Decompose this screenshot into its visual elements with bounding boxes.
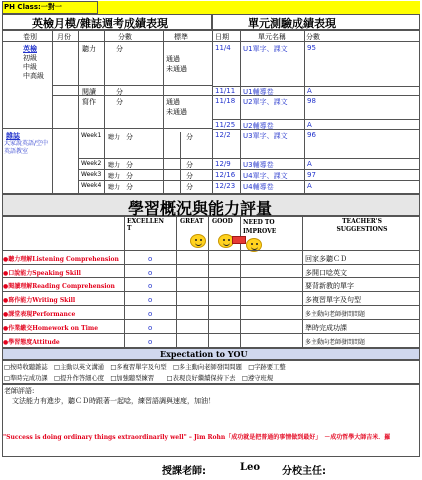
unit-date: 11/11 <box>215 87 236 95</box>
magazine-score: 分 <box>126 133 133 141</box>
unit-name: U2輔導卷 <box>243 122 274 130</box>
unit-name: U4單字、課文 <box>243 172 288 180</box>
exam-skill: 聽力 <box>82 45 96 53</box>
exam-skill: 寫作 <box>82 98 96 106</box>
col-standard: 標準 <box>174 33 188 41</box>
unit-score: 95 <box>307 44 316 52</box>
magazine-score2: 分 <box>186 133 193 141</box>
ability-row-label: ●口說能力Speaking Skill <box>3 270 81 277</box>
book-icon <box>232 236 246 244</box>
exam-level: 中級 <box>23 63 37 71</box>
ability-suggestion: 多主動向老師發問問題 <box>305 311 366 318</box>
magazine-skill: 聽力 <box>108 134 121 141</box>
exam-standard: 通過 未通過 <box>166 55 187 73</box>
col-unit-name: 單元名稱 <box>258 33 286 41</box>
exam-standard: 通過 未通過 <box>166 98 187 116</box>
magazine-score2: 分 <box>186 161 193 169</box>
col-excellent: EXCELLEN T <box>127 218 164 232</box>
magazine-score: 分 <box>126 161 133 169</box>
col-paper-type: 卷別 <box>23 33 37 41</box>
magazine-week: Week1 <box>81 132 102 139</box>
unit-date: 12/2 <box>215 131 231 139</box>
teacher-label: 授課老師: <box>162 466 206 477</box>
magazine-skill: 聽力 <box>108 184 121 191</box>
magazine-week: Week2 <box>81 160 102 167</box>
unit-date: 12/23 <box>215 182 236 190</box>
col-good: GOOD <box>212 218 233 225</box>
unit-score: A <box>307 182 312 190</box>
unit-name: U2單字、課文 <box>243 98 288 106</box>
right-section-title: 單元測驗成績表現 <box>248 17 336 30</box>
unit-date: 12/9 <box>215 160 231 168</box>
unit-score: A <box>307 87 312 95</box>
unit-date: 11/4 <box>215 44 231 52</box>
unit-score: 96 <box>307 131 316 139</box>
ability-row-label: ●寫作能力Writing Skill <box>3 297 76 304</box>
exam-score: 分 <box>116 45 123 53</box>
exam-level: 初級 <box>23 54 37 62</box>
ability-row-label: ●課堂表現Performance <box>3 311 76 318</box>
principal-label: 分校主任: <box>282 466 326 477</box>
magazine-skill: 聽力 <box>108 173 121 180</box>
expectation-title: Expectation to YOU <box>160 349 248 359</box>
ability-title: 學習概況與能力評量 <box>128 199 273 218</box>
magazine-score: 分 <box>126 172 133 180</box>
ability-suggestion: 多主動向老師發問問題 <box>305 339 366 346</box>
ability-suggestion: 回家多聽ＣＤ <box>305 255 347 263</box>
ability-mark: o <box>148 338 153 346</box>
unit-date: 11/18 <box>215 97 236 105</box>
class-label: PH Class:一對一 <box>4 3 62 11</box>
ability-row-label: ●作業繳交Homework on Time <box>3 325 99 332</box>
unit-name: U4輔導卷 <box>243 183 274 191</box>
unit-name: U3輔導卷 <box>243 161 274 169</box>
ability-mark: o <box>148 269 153 277</box>
exam-skill: 閱讀 <box>82 88 96 96</box>
ability-mark: o <box>148 296 153 304</box>
unit-score: 97 <box>307 171 316 179</box>
magazine-sub-label: 大家說英語/空中英語教室 <box>4 140 49 155</box>
unit-score: 98 <box>307 97 316 105</box>
magazine-skill: 聽力 <box>108 162 121 169</box>
ability-suggestion: 要背新教的單字 <box>305 282 354 290</box>
quote-text: "Success is doing ordinary things extraordinarily well" – Jim Rohn「成功就是把普通的事情做到最好」 －成功哲學大師吉米．羅 <box>3 434 391 441</box>
comment-label: 老師評語: <box>4 387 35 395</box>
col-need-to-improve: NEED TO IMPROVE <box>243 219 277 235</box>
col-unit-score: 分數 <box>306 33 320 41</box>
magazine-score: 分 <box>126 183 133 191</box>
teacher-name: Leo <box>240 462 261 473</box>
header-yellow-bar <box>98 1 420 14</box>
unit-score: A <box>307 160 312 168</box>
unit-score: A <box>307 121 312 129</box>
exam-level: 中高級 <box>23 72 44 80</box>
ability-row-label: ●聽力理解Listening Comprehension <box>3 256 119 263</box>
ability-mark: o <box>148 310 153 318</box>
unit-date: 11/25 <box>215 121 236 129</box>
magazine-week: Week4 <box>81 182 102 189</box>
col-score: 分數 <box>118 33 132 41</box>
magazine-section-label: 雜誌 <box>6 132 20 140</box>
col-teacher-suggestions: TEACHER'S SUGGESTIONS <box>336 218 388 233</box>
ability-row-label: ●學習態度Attitude <box>3 339 60 346</box>
ability-suggestion: 多開口唸英文 <box>305 269 347 277</box>
col-date: 日期 <box>215 33 229 41</box>
left-section-title: 英檢月模/雜誌週考成績表現 <box>32 17 169 30</box>
magazine-score2: 分 <box>186 172 193 180</box>
col-great: GREAT <box>180 218 204 225</box>
ability-suggestion: 多複習單字及句型 <box>305 296 361 304</box>
ability-row-label: ●閱讀理解Reading Comprehension <box>3 283 115 290</box>
magazine-score2: 分 <box>186 183 193 191</box>
col-month: 月份 <box>57 33 71 41</box>
magazine-week: Week3 <box>81 171 102 178</box>
ability-mark: o <box>148 324 153 332</box>
comment-text: 文法能力有進步，聽ＣＤ時跟著一起唸，練習語調與速度，加油！ <box>12 397 215 405</box>
expectation-line: □準時完成功課 □提升作答細心度 □加強聽型練習 □表現良好繼續保持下去 □遵守班規 <box>4 375 274 382</box>
ability-mark: o <box>148 282 153 290</box>
unit-name: U1輔導卷 <box>243 88 274 96</box>
unit-name: U1單字、課文 <box>243 45 288 53</box>
expectation-line: □按時收聽雜誌 □主動以英文溝通 □多複習單字及句型 □多主動向老師發問問題 □字跡要工整 <box>4 364 286 371</box>
exam-score: 分 <box>116 98 123 106</box>
unit-name: U3單字、課文 <box>243 132 288 140</box>
ability-mark: o <box>148 255 153 263</box>
ability-suggestion: 準時完成功課 <box>305 324 347 332</box>
smiley-icon <box>190 234 206 248</box>
exam-section-label: 英檢 <box>23 45 37 53</box>
exam-score: 分 <box>116 88 123 96</box>
unit-date: 12/16 <box>215 171 236 179</box>
